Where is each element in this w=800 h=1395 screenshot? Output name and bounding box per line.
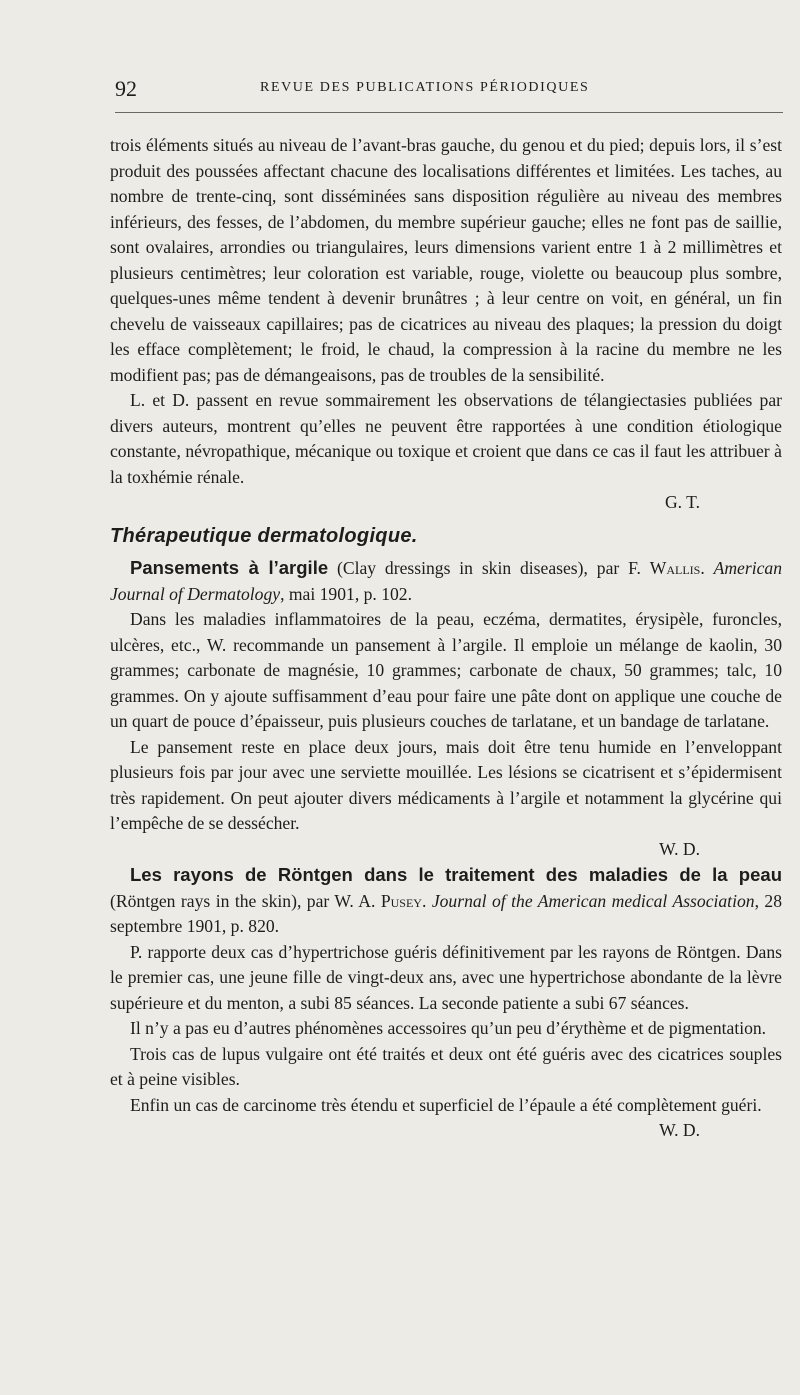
article1-citation-post: , mai 1901, p. 102. — [280, 583, 413, 604]
article1-signature: W. D. — [659, 838, 700, 859]
article2-journal: Journal of the American medical Association — [431, 890, 755, 911]
article2-paragraph-1: P. rapporte deux cas d’hypertrichose guéris définitivement par les rayons de Röntgen. Dans le premier cas, une jeune fille de vingt-deux ans, avec une hypertrichose abondante de la lèvre supérieure et du menton, a subi 85 séances. La seconde patiente a subi 67 séances. — [110, 941, 782, 1013]
article2-signature-line — [110, 1118, 782, 1144]
intro-signature: G. T. — [664, 492, 700, 512]
running-title: REVUE DES PUBLICATIONS PÉRIODIQUES — [260, 80, 590, 95]
article2-paragraph-2: Il n’y a pas eu d’autres phénomènes accessoires qu’un peu d’érythème et de pigmentation. — [130, 1018, 767, 1038]
intro-paragraph-2-text: L. et D. passent en revue sommairement les observations de télangiectasies publiées par divers auteurs, montrent qu’elles ne peuvent être rapportées à une condition étiologique constante, névropathique, mécanique ou toxique et croient que dans ce cas il faut les attribuer à la toxhémie rénale. — [110, 390, 782, 487]
article2-heading — [110, 862, 782, 940]
article1-paragraph-1: Dans les maladies inflammatoires de la peau, eczéma, dermatites, érysipèle, furoncles, ulcères, etc., W. recommande un pansement à l’argile. Il emploie un mélange de kaolin, 30 grammes; carbonate de magnésie, 10 grammes; carbonate de chaux, 50 grammes; talc, 10 grammes. On y ajoute suffisamment d’eau pour faire une pâte dont on applique une couche de un quart de pouce d’épaisseur, puis plusieurs couches de tarlatane, et un bandage de tarlatane. — [110, 609, 782, 731]
article1-paragraph-2: Le pansement reste en place deux jours, mais doit être tenu humide en l’enveloppant plusieurs fois par jour avec une serviette mouillée. Les lésions se cicatrisent et s’épidermisent très rapidement. On peut ajouter divers médicaments à l’argile et notamment la glycérine qui l’empêche de se dessécher. — [110, 736, 782, 833]
article2-title: Les rayons de Röntgen dans le traitement des maladies de la peau — [130, 864, 782, 885]
section-title: Thérapeutique dermatologique. — [110, 524, 418, 547]
article2-citation-pre: (Röntgen rays in the skin), par W. A. — [110, 890, 381, 911]
article2-citation-mid: . — [421, 890, 432, 911]
article1-title: Pansements à l’argile — [130, 557, 329, 578]
article1-heading — [110, 555, 782, 607]
article2-citation-post: , 28 septembre 1901, p. 820. — [110, 890, 783, 936]
intro-paragraph-1: trois éléments situés au niveau de l’avant-bras gauche, du genou et du pied; depuis lors, il s’est produit des poussées affectant chacune des localisations différentes et limitées. Les taches, au nombre de trente-cinq, sont disséminées sans disposition régulière au niveau des membres inférieurs, des fesses, de l’abdomen, du membre supérieur gauche; elles ne font pas de saillie, sont ovalaires, arrondies ou triangulaires, leurs dimensions varient entre 1 à 2 millimètres et plusieurs centimètres; leur coloration est variable, rouge, violette ou beaucoup plus sombre, quelques-unes même tendent à devenir brunâtres ; à leur centre on voit, en général, un fin chevelu de vaisseaux capillaires; pas de cicatrices au niveau des plaques; la pression du doigt les efface complètement; le froid, le chaud, la compression à la racine du membre ne les modifient pas; pas de démangeaisons, pas de troubles de la sensibilité. — [110, 135, 782, 385]
intro-signature-line — [110, 490, 782, 516]
article1-author: Wallis — [649, 558, 701, 578]
header-rule — [115, 112, 783, 113]
article1-citation-pre: (Clay dressings in skin diseases), par F. — [328, 558, 650, 578]
body-text — [110, 133, 782, 1144]
article2-paragraph-4: Enfin un cas de carcinome très étendu et superficiel de l’épaule a été complètement guéri. — [130, 1094, 762, 1115]
page-header — [115, 76, 783, 106]
article2-paragraph-3: Trois cas de lupus vulgaire ont été traités et deux ont été guéris avec des cicatrices souples et à peine visibles. — [110, 1043, 782, 1089]
intro-paragraph-2 — [110, 388, 782, 490]
article2-signature: W. D. — [659, 1120, 700, 1140]
article1-signature-line — [110, 837, 782, 863]
article1-citation-mid: . — [700, 558, 714, 578]
article2-author: Pusey — [380, 890, 422, 911]
article1-journal: American Journal of Dermatology — [110, 558, 783, 604]
page-number: 92 — [115, 76, 137, 101]
